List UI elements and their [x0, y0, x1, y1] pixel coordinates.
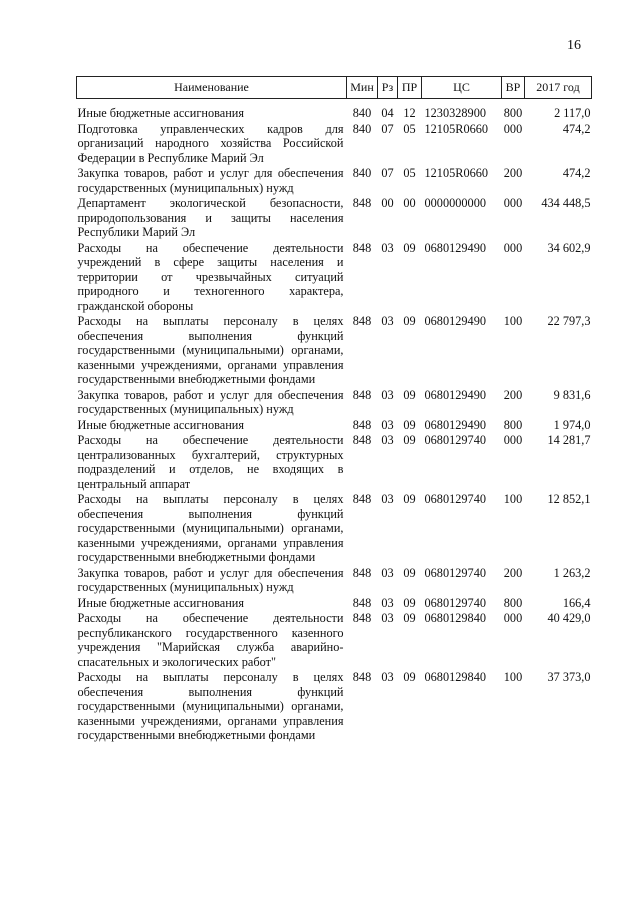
row-cs: 1230328900 — [424, 106, 486, 120]
header-min: Мин — [347, 77, 378, 99]
row-cs: 0680129490 — [424, 314, 486, 328]
table-row — [77, 670, 592, 744]
row-vr: 000 — [503, 121, 523, 136]
row-vr: 200 — [503, 565, 523, 580]
row-rz: 00 — [381, 196, 394, 210]
row-pr: 05 — [403, 121, 416, 136]
row-pr: 09 — [403, 492, 416, 506]
row-amount: 166,4 — [562, 595, 591, 610]
row-name: Расходы на обеспечение деятельности учреждений в сфере защиты населения и территории от чрезвычайных ситуаций природного и техногенного характера, гражданской обороны — [77, 240, 344, 313]
row-vr: 800 — [503, 106, 523, 120]
row-cs: 0680129840 — [424, 670, 486, 684]
row-min: 848 — [352, 595, 372, 610]
row-amount: 14 281,7 — [547, 433, 591, 447]
row-min: 840 — [352, 166, 372, 180]
row-name: Расходы на выплаты персоналу в целях обеспечения выполнения функций государственными (муниципальными) органами, казенными учреждениями, органами управления государственными внебюджетными фондами — [77, 492, 344, 564]
row-min: 848 — [352, 240, 372, 255]
row-min: 848 — [352, 492, 372, 506]
row-rz: 07 — [381, 121, 394, 136]
row-name: Расходы на выплаты персоналу в целях обеспечения выполнения функций государственными (муниципальными) органами, казенными учреждениями, органами управления государственными внебюджетными фондами — [77, 314, 344, 386]
row-rz: 03 — [381, 417, 394, 432]
row-vr: 100 — [503, 670, 523, 684]
row-rz: 03 — [381, 595, 394, 610]
row-rz: 04 — [381, 106, 394, 120]
row-cs: 0680129490 — [424, 240, 486, 255]
row-name: Иные бюджетные ассигнования — [77, 106, 245, 120]
row-amount: 1 263,2 — [553, 565, 591, 580]
row-vr: 100 — [503, 492, 523, 506]
row-cs: 0000000000 — [424, 196, 486, 210]
row-cs: 0680129740 — [424, 565, 486, 580]
page-number: 16 — [567, 38, 581, 53]
table-row — [77, 122, 592, 167]
row-amount: 9 831,6 — [553, 387, 591, 402]
row-amount: 40 429,0 — [547, 611, 591, 625]
table-row — [77, 433, 592, 492]
header-year: 2017 год — [525, 77, 592, 99]
row-cs: 12105R0660 — [424, 166, 489, 180]
row-name: Расходы на обеспечение деятельности республиканского государственного казенного учреждения "Марийская служба аварийно-спасательных и экологических работ" — [77, 611, 344, 669]
row-pr: 09 — [403, 387, 416, 402]
row-min: 848 — [352, 433, 372, 447]
header-cs: ЦС — [422, 77, 502, 99]
row-pr: 09 — [403, 611, 416, 625]
table-row — [77, 596, 592, 612]
row-rz: 03 — [381, 670, 394, 684]
row-amount: 37 373,0 — [547, 670, 591, 684]
header-rz: Рз — [378, 77, 398, 99]
row-rz: 03 — [381, 240, 394, 255]
row-vr: 800 — [503, 417, 523, 432]
row-name: Подготовка управленческих кадров для организаций народного хозяйства Российской Федерации в Республике Марий Эл — [77, 121, 344, 165]
row-min: 848 — [352, 196, 372, 210]
row-rz: 07 — [381, 166, 394, 180]
table-row — [77, 611, 592, 670]
row-amount: 34 602,9 — [547, 240, 591, 255]
row-vr: 000 — [503, 611, 523, 625]
row-amount: 434 448,5 — [541, 196, 591, 210]
row-vr: 200 — [503, 387, 523, 402]
row-cs: 0680129840 — [424, 611, 486, 625]
row-name: Закупка товаров, работ и услуг для обеспечения государственных (муниципальных) нужд — [77, 387, 344, 416]
row-name: Закупка товаров, работ и услуг для обеспечения государственных (муниципальных) нужд — [77, 565, 344, 594]
table-row — [77, 418, 592, 434]
row-vr: 800 — [503, 595, 523, 610]
row-min: 848 — [352, 387, 372, 402]
table-row — [77, 106, 592, 122]
row-min: 848 — [352, 670, 372, 684]
row-rz: 03 — [381, 314, 394, 328]
table-row — [77, 241, 592, 315]
row-min: 840 — [352, 121, 372, 136]
row-cs: 12105R0660 — [424, 121, 489, 136]
row-min: 848 — [352, 565, 372, 580]
header-vr: ВР — [502, 77, 525, 99]
row-pr: 00 — [403, 196, 416, 210]
table-row — [77, 314, 592, 388]
row-min: 848 — [352, 417, 372, 432]
row-amount: 2 117,0 — [554, 106, 591, 120]
row-cs: 0680129740 — [424, 433, 486, 447]
row-pr: 05 — [403, 166, 416, 180]
row-vr: 100 — [503, 314, 523, 328]
header-name: Наименование — [77, 77, 347, 99]
table-row — [77, 492, 592, 566]
row-cs: 0680129740 — [424, 595, 486, 610]
table-row — [77, 196, 592, 241]
row-vr: 000 — [503, 433, 523, 447]
row-vr: 000 — [503, 196, 523, 210]
row-rz: 03 — [381, 611, 394, 625]
row-rz: 03 — [381, 433, 394, 447]
row-amount: 22 797,3 — [547, 314, 591, 328]
row-cs: 0680129490 — [424, 417, 486, 432]
table-row — [77, 388, 592, 418]
row-pr: 09 — [403, 314, 416, 328]
row-vr: 000 — [503, 240, 523, 255]
row-pr: 12 — [403, 106, 416, 120]
row-pr: 09 — [403, 240, 416, 255]
row-name: Расходы на обеспечение деятельности централизованных бухгалтерий, структурных подразделений и отделов, не входящих в центральный аппарат — [77, 433, 344, 491]
row-pr: 09 — [403, 433, 416, 447]
table-row — [77, 566, 592, 596]
row-name: Иные бюджетные ассигнования — [77, 417, 245, 432]
row-rz: 03 — [381, 387, 394, 402]
row-cs: 0680129740 — [424, 492, 486, 506]
row-min: 840 — [352, 106, 372, 120]
header-pr: ПР — [398, 77, 422, 99]
row-pr: 09 — [403, 670, 416, 684]
row-pr: 09 — [403, 595, 416, 610]
row-amount: 12 852,1 — [547, 492, 591, 506]
row-amount: 474,2 — [562, 121, 591, 136]
row-vr: 200 — [503, 166, 523, 180]
row-rz: 03 — [381, 565, 394, 580]
row-min: 848 — [352, 314, 372, 328]
table-body — [77, 99, 592, 744]
row-pr: 09 — [403, 417, 416, 432]
row-amount: 1 974,0 — [553, 417, 591, 432]
row-name: Расходы на выплаты персоналу в целях обеспечения выполнения функций государственными (муниципальными) органами, казенными учреждениями, органами управления государственными внебюджетными фондами — [77, 670, 344, 742]
row-pr: 09 — [403, 565, 416, 580]
row-name: Департамент экологической безопасности, природопользования и защиты населения Республики Марий Эл — [77, 196, 344, 239]
row-name: Иные бюджетные ассигнования — [77, 595, 245, 610]
header-gap — [77, 99, 592, 107]
row-min: 848 — [352, 611, 372, 625]
row-rz: 03 — [381, 492, 394, 506]
table-header-row — [77, 77, 592, 99]
row-cs: 0680129490 — [424, 387, 486, 402]
table-row — [77, 166, 592, 196]
row-amount: 474,2 — [562, 166, 591, 180]
budget-table — [76, 76, 592, 744]
row-name: Закупка товаров, работ и услуг для обеспечения государственных (муниципальных) нужд — [77, 166, 344, 195]
